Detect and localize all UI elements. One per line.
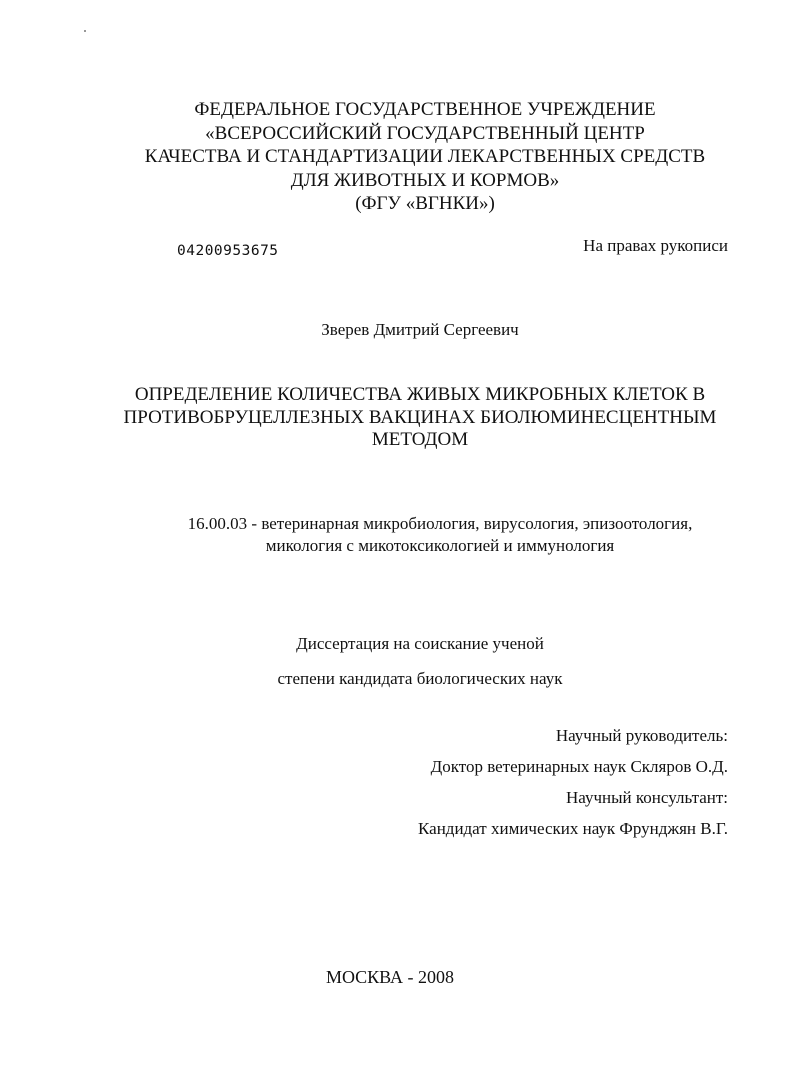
org-line: ДЛЯ ЖИВОТНЫХ И КОРМОВ» [290, 169, 560, 191]
org-line: ФЕДЕРАЛЬНОЕ ГОСУДАРСТВЕННОЕ УЧРЕЖДЕНИЕ [194, 99, 656, 120]
degree-line: Диссертация на соискание ученой [296, 634, 544, 653]
manuscript-rights-note: На правах рукописи [583, 236, 728, 255]
org-line: «ВСЕРОССИЙСКИЙ ГОСУДАРСТВЕННЫЙ ЦЕНТР [205, 122, 645, 144]
org-line: КАЧЕСТВА И СТАНДАРТИЗАЦИИ ЛЕКАРСТВЕННЫХ СРЕДСТВ [144, 146, 706, 167]
supervisors-block [418, 720, 728, 844]
supervisor-label: Научный руководитель: [555, 726, 728, 745]
title-line: ОПРЕДЕЛЕНИЕ КОЛИЧЕСТВА ЖИВЫХ МИКРОБНЫХ КЛЕТОК В [134, 384, 706, 405]
scan-speck [84, 30, 86, 32]
org-abbreviation: (ФГУ «ВГНКИ») [355, 193, 495, 214]
title-line: МЕТОДОМ [371, 429, 469, 450]
degree-line: степени кандидата биологических наук [277, 669, 563, 688]
specialty-code [100, 513, 780, 556]
document-code: 04200953675 [177, 243, 279, 259]
organization-header [100, 98, 750, 216]
consultant-label: Научный консультант: [566, 788, 728, 807]
dissertation-degree [120, 626, 720, 696]
specialty-line: 16.00.03 - ветеринарная микробиология, вирусология, эпизоотология, [187, 514, 693, 533]
supervisor-name: Доктор ветеринарных наук Скляров О.Д. [430, 757, 728, 776]
city-year: МОСКВА - 2008 [325, 967, 455, 987]
consultant-name: Кандидат химических наук Фрунджян В.Г. [418, 819, 728, 838]
dissertation-title [60, 384, 780, 452]
title-line: ПРОТИВОБРУЦЕЛЛЕЗНЫХ ВАКЦИНАХ БИОЛЮМИНЕСЦЕНТНЫМ [123, 406, 717, 428]
author-name: Зверев Дмитрий Сергеевич [321, 320, 519, 339]
specialty-line: микология с микотоксикологией и иммунология [265, 535, 615, 555]
